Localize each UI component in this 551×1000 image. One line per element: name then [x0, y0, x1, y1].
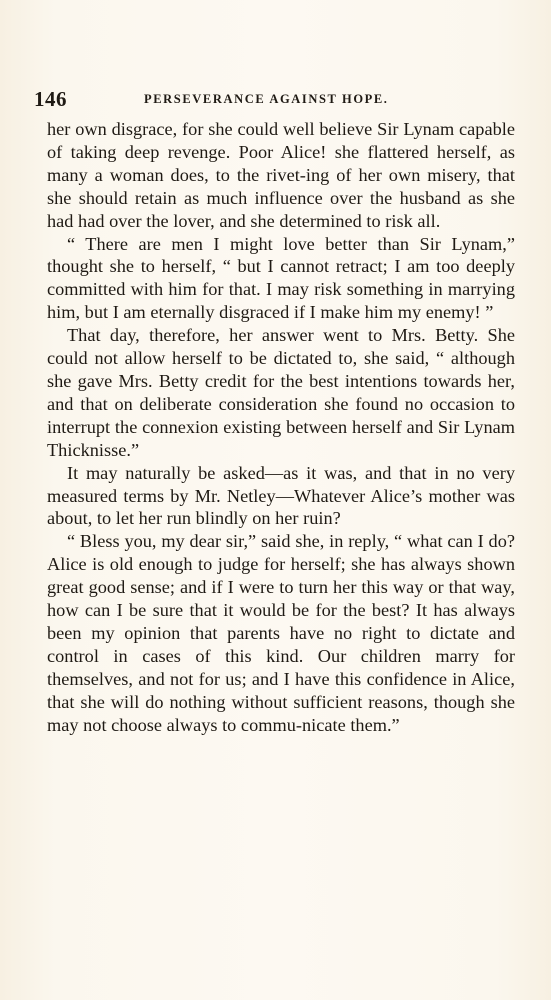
page-header	[34, 88, 518, 110]
paragraph-5: “ Bless you, my dear sir,” said she, in reply, “ what can I do? Alice is old enough to judge for herself; she has always shown great good sense; and if I were to turn her this way or that way, how can I be sure that it would be for the best? It has always been my opinion that parents have no right to dictate and control in cases of this kind. Our children marry for themselves, and not for us; and I have this confidence in Alice, that she will do nothing without sufficient reasons, though she may not choose always to commu-nicate them.”	[47, 531, 515, 735]
body-text	[47, 118, 515, 736]
running-head: PERSEVERANCE AGAINST HOPE.	[144, 92, 389, 106]
page-number: 146	[34, 87, 67, 111]
paragraph-2: “ There are men I might love better than Sir Lynam,” thought she to herself, “ but I cannot retract; I am too deeply committed with him for that. I may risk something in marrying him, but I am eternally disgraced if I make him my enemy! ”	[47, 233, 515, 323]
paragraph-1: her own disgrace, for she could well believe Sir Lynam capable of taking deep revenge. Poor Alice! she flattered herself, as many a woman does, to the rivet-ing of her own misery, that she should retain as much influence over the husband as she had had over the lover, and she determined to risk all.	[47, 119, 515, 231]
paragraph-4: It may naturally be asked—as it was, and that in no very measured terms by Mr. Netley—Whatever Alice’s mother was about, to let her run blindly on her ruin?	[47, 462, 515, 529]
paragraph-3: That day, therefore, her answer went to Mrs. Betty. She could not allow herself to be dictated to, she said, “ although she gave Mrs. Betty credit for the best intentions towards her, and that on deliberate consideration she found no occasion to interrupt the connexion existing between herself and Sir Lynam Thicknisse.”	[47, 325, 515, 460]
